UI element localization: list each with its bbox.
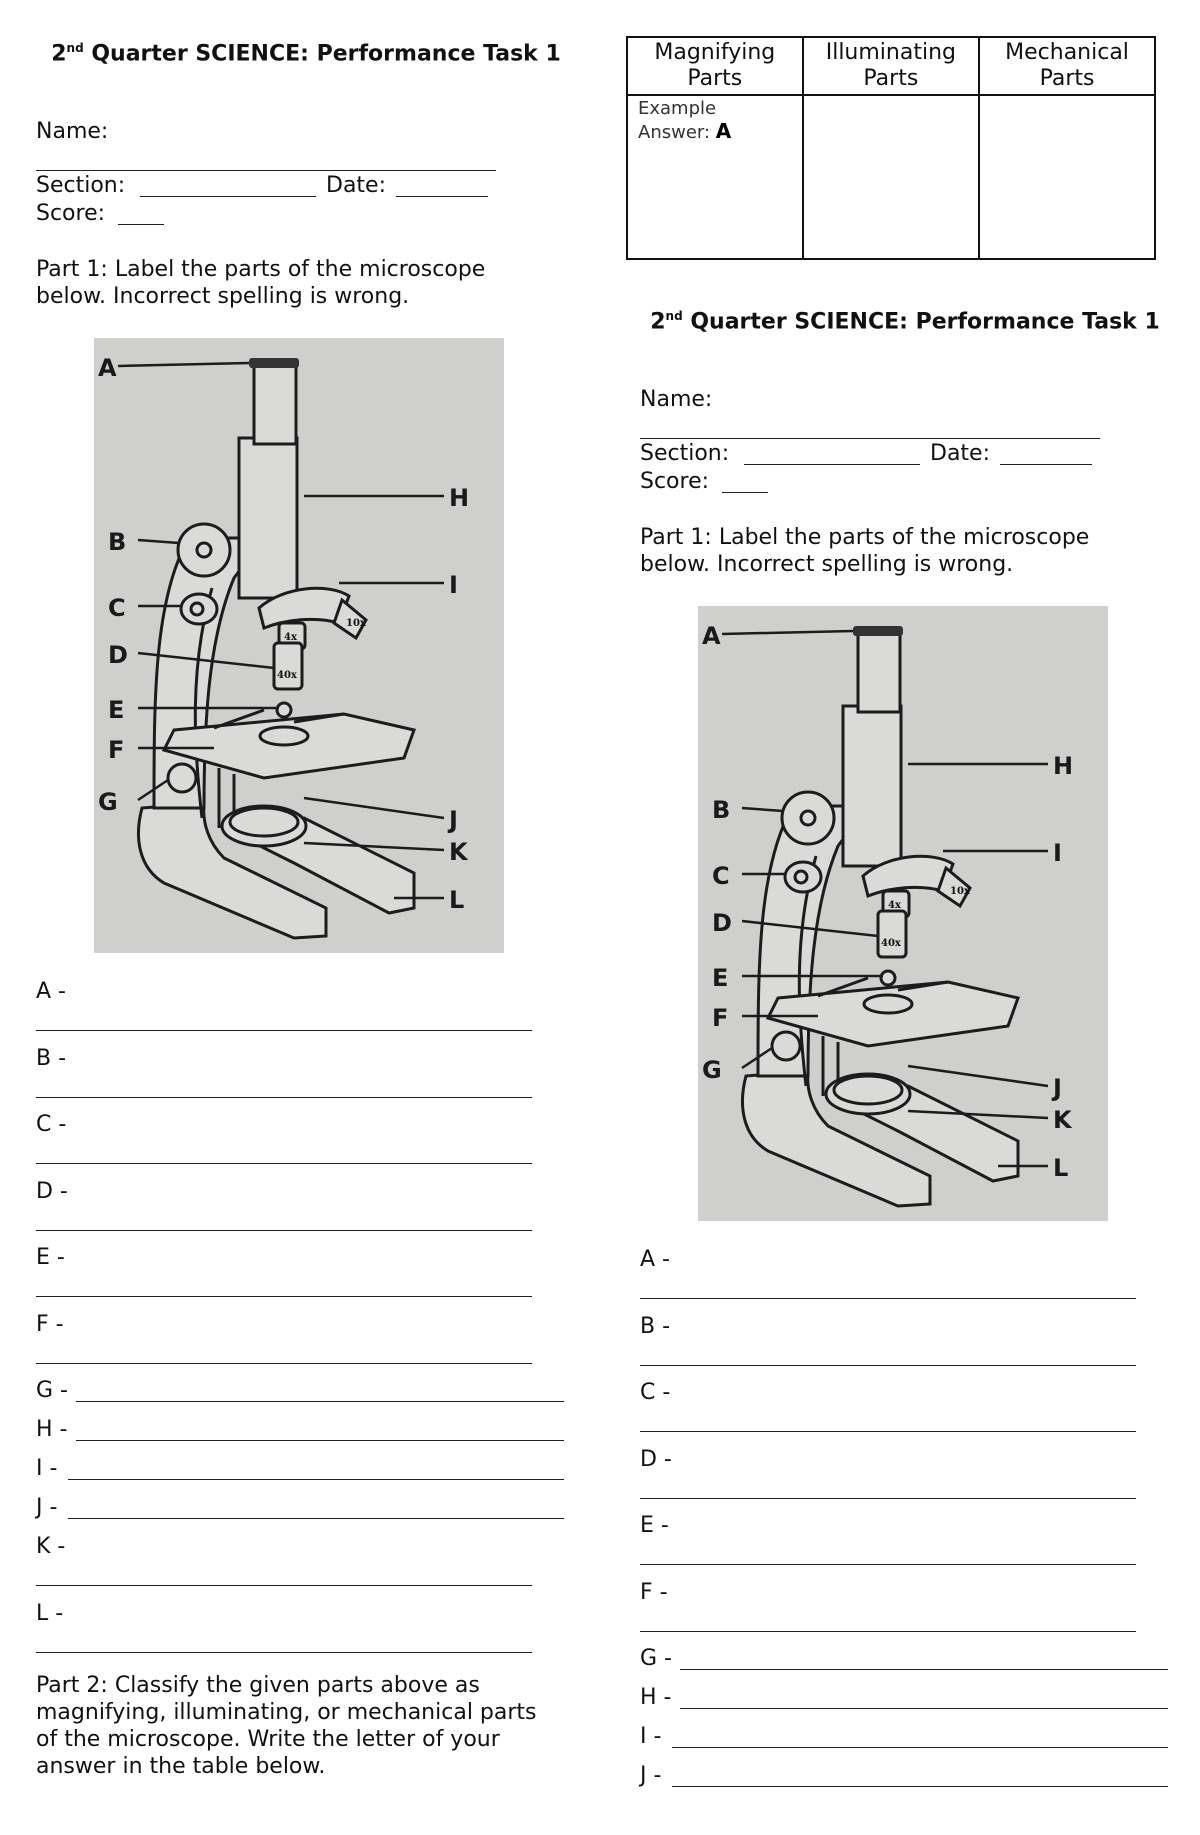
header-mechanical: Mechanical Parts — [979, 37, 1155, 95]
fine-knob — [181, 594, 217, 624]
objective-label-40x: 40x — [881, 938, 901, 949]
answer-label-8: H - — [36, 1417, 68, 1442]
objective-label-10x: 10x — [950, 886, 970, 897]
eyepiece-tube — [858, 634, 900, 712]
cell-illuminating[interactable] — [803, 95, 979, 259]
fine-knob — [785, 862, 821, 892]
answer-label-6: F - — [36, 1311, 64, 1337]
name-line[interactable] — [36, 170, 496, 171]
figure-label-6: F — [108, 736, 125, 764]
answer-line-5[interactable] — [36, 1296, 532, 1297]
answer-line-4[interactable] — [640, 1498, 1136, 1499]
answer-label-3: C - — [36, 1112, 67, 1137]
answer-label-5: E - — [36, 1245, 65, 1270]
name-label: Name: — [36, 119, 109, 144]
figure-label-8: H — [449, 484, 470, 512]
date-label: Date: — [930, 441, 990, 466]
answer-line-1[interactable] — [36, 1030, 532, 1031]
objective-label-4x: 4x — [888, 900, 901, 911]
answer-line-8[interactable] — [76, 1440, 564, 1441]
header-illuminating: Illuminating Parts — [803, 37, 979, 95]
microscope-diagram — [94, 338, 504, 953]
answer-label-9: I - — [36, 1456, 58, 1481]
date-label: Date: — [326, 173, 386, 198]
figure-label-5: E — [712, 964, 729, 992]
figure-label-11: K — [449, 838, 468, 866]
answer-line-10[interactable] — [672, 1786, 1168, 1787]
leader-line-1 — [118, 363, 249, 366]
figure-label-12: L — [449, 886, 465, 914]
body-tube — [843, 706, 901, 866]
answer-label-1: A - — [640, 1247, 670, 1272]
section-label: Section: — [640, 441, 730, 466]
answer-label-3: C - — [640, 1380, 671, 1405]
answer-line-7[interactable] — [680, 1669, 1168, 1670]
answer-label-7: G - — [36, 1378, 68, 1403]
leader-line-10 — [304, 798, 444, 818]
figure-label-1: A — [702, 622, 721, 650]
answer-line-10[interactable] — [68, 1518, 564, 1519]
figure-label-6: F — [712, 1004, 729, 1032]
classification-table — [626, 36, 1156, 260]
leader-line-2 — [138, 540, 179, 543]
diaphragm-knob — [772, 1032, 800, 1060]
date-line[interactable] — [1000, 464, 1092, 465]
answer-line-2[interactable] — [640, 1365, 1136, 1366]
microscope-figure — [94, 338, 504, 953]
objective-label-4x: 4x — [284, 632, 297, 643]
cell-mechanical[interactable] — [979, 95, 1155, 259]
answer-label-2: B - — [640, 1313, 671, 1339]
figure-label-10: J — [449, 806, 458, 834]
answer-label-10: J - — [36, 1495, 58, 1520]
section-line[interactable] — [744, 464, 920, 465]
answer-line-7[interactable] — [76, 1401, 564, 1402]
body-tube — [239, 438, 297, 598]
answer-label-8: H - — [640, 1685, 672, 1710]
figure-label-11: K — [1053, 1106, 1072, 1134]
answer-line-9[interactable] — [672, 1747, 1168, 1748]
part1-instructions: Part 1: Label the parts of the microscope below. Incorrect spelling is wrong. — [640, 525, 1090, 577]
figure-label-10: J — [1053, 1074, 1062, 1102]
section-label: Section: — [36, 173, 126, 198]
mirror — [222, 806, 306, 846]
stage-clip-screw — [277, 703, 291, 717]
answer-line-5[interactable] — [640, 1564, 1136, 1565]
eyepiece-tube — [254, 366, 296, 444]
coarse-knob — [782, 792, 834, 844]
worksheet-title: 2nd Quarter SCIENCE: Performance Task 1 — [650, 309, 1160, 335]
part1-instructions: Part 1: Label the parts of the microscope below. Incorrect spelling is wrong. — [36, 257, 486, 309]
answer-line-12[interactable] — [36, 1652, 532, 1653]
answer-label-1: A - — [36, 979, 66, 1004]
answer-line-3[interactable] — [36, 1163, 532, 1164]
figure-label-4: D — [108, 641, 128, 669]
microscope-diagram — [698, 606, 1108, 1221]
diaphragm-knob — [168, 764, 196, 792]
cell-magnifying[interactable] — [627, 95, 803, 259]
answer-line-8[interactable] — [680, 1708, 1168, 1709]
date-line[interactable] — [396, 196, 488, 197]
coarse-knob — [178, 524, 230, 576]
part2-instructions: Part 2: Classify the given parts above as magnifying, illuminating, or mechanical parts of the microscope. Write the letter of your answer in the table below. — [36, 1673, 537, 1779]
answer-line-4[interactable] — [36, 1230, 532, 1231]
worksheet-title: 2nd Quarter SCIENCE: Performance Task 1 — [51, 41, 561, 67]
name-line[interactable] — [640, 438, 1100, 439]
figure-label-7: G — [98, 788, 118, 816]
figure-label-8: H — [1053, 752, 1074, 780]
figure-label-5: E — [108, 696, 125, 724]
section-line[interactable] — [140, 196, 316, 197]
figure-label-2: B — [712, 796, 731, 824]
figure-label-2: B — [108, 528, 127, 556]
answer-label-4: D - — [640, 1446, 672, 1472]
figure-label-3: C — [712, 862, 730, 890]
figure-label-7: G — [702, 1056, 722, 1084]
answer-label-7: G - — [640, 1646, 672, 1671]
answer-line-6[interactable] — [36, 1363, 532, 1364]
score-label: Score: — [36, 201, 106, 226]
leader-line-2 — [742, 808, 783, 811]
figure-label-1: A — [98, 354, 117, 382]
answer-line-1[interactable] — [640, 1298, 1136, 1299]
name-label: Name: — [640, 387, 713, 412]
answer-line-6[interactable] — [640, 1631, 1136, 1632]
figure-label-12: L — [1053, 1154, 1069, 1182]
figure-label-4: D — [712, 909, 732, 937]
answer-label-11: K - — [36, 1534, 66, 1559]
eyepiece — [853, 626, 903, 636]
answer-line-2[interactable] — [36, 1097, 532, 1098]
example-label: Example Answer: — [638, 98, 717, 143]
figure-label-9: I — [449, 571, 458, 599]
objective-40x — [878, 911, 906, 957]
eyepiece — [249, 358, 299, 368]
answer-label-4: D - — [36, 1178, 68, 1204]
leader-line-1 — [722, 631, 853, 634]
figure-label-3: C — [108, 594, 126, 622]
objective-label-40x: 40x — [277, 670, 297, 681]
example-answer: A — [715, 119, 732, 143]
objective-label-10x: 10x — [346, 618, 366, 629]
microscope-figure — [698, 606, 1108, 1221]
answer-label-10: J - — [640, 1763, 662, 1788]
answer-line-11[interactable] — [36, 1585, 532, 1586]
answer-label-5: E - — [640, 1513, 669, 1538]
answer-label-2: B - — [36, 1045, 67, 1071]
score-line[interactable] — [118, 224, 164, 225]
mirror — [826, 1074, 910, 1114]
leader-line-10 — [908, 1066, 1048, 1086]
answer-label-6: F - — [640, 1579, 668, 1605]
header-magnifying: Magnifying Parts — [627, 37, 803, 95]
figure-label-9: I — [1053, 839, 1062, 867]
score-label: Score: — [640, 469, 710, 494]
stage-clip-screw — [881, 971, 895, 985]
answer-line-9[interactable] — [68, 1479, 564, 1480]
score-line[interactable] — [722, 492, 768, 493]
objective-40x — [274, 643, 302, 689]
answer-label-12: L - — [36, 1600, 64, 1626]
answer-line-3[interactable] — [640, 1431, 1136, 1432]
answer-label-9: I - — [640, 1724, 662, 1749]
